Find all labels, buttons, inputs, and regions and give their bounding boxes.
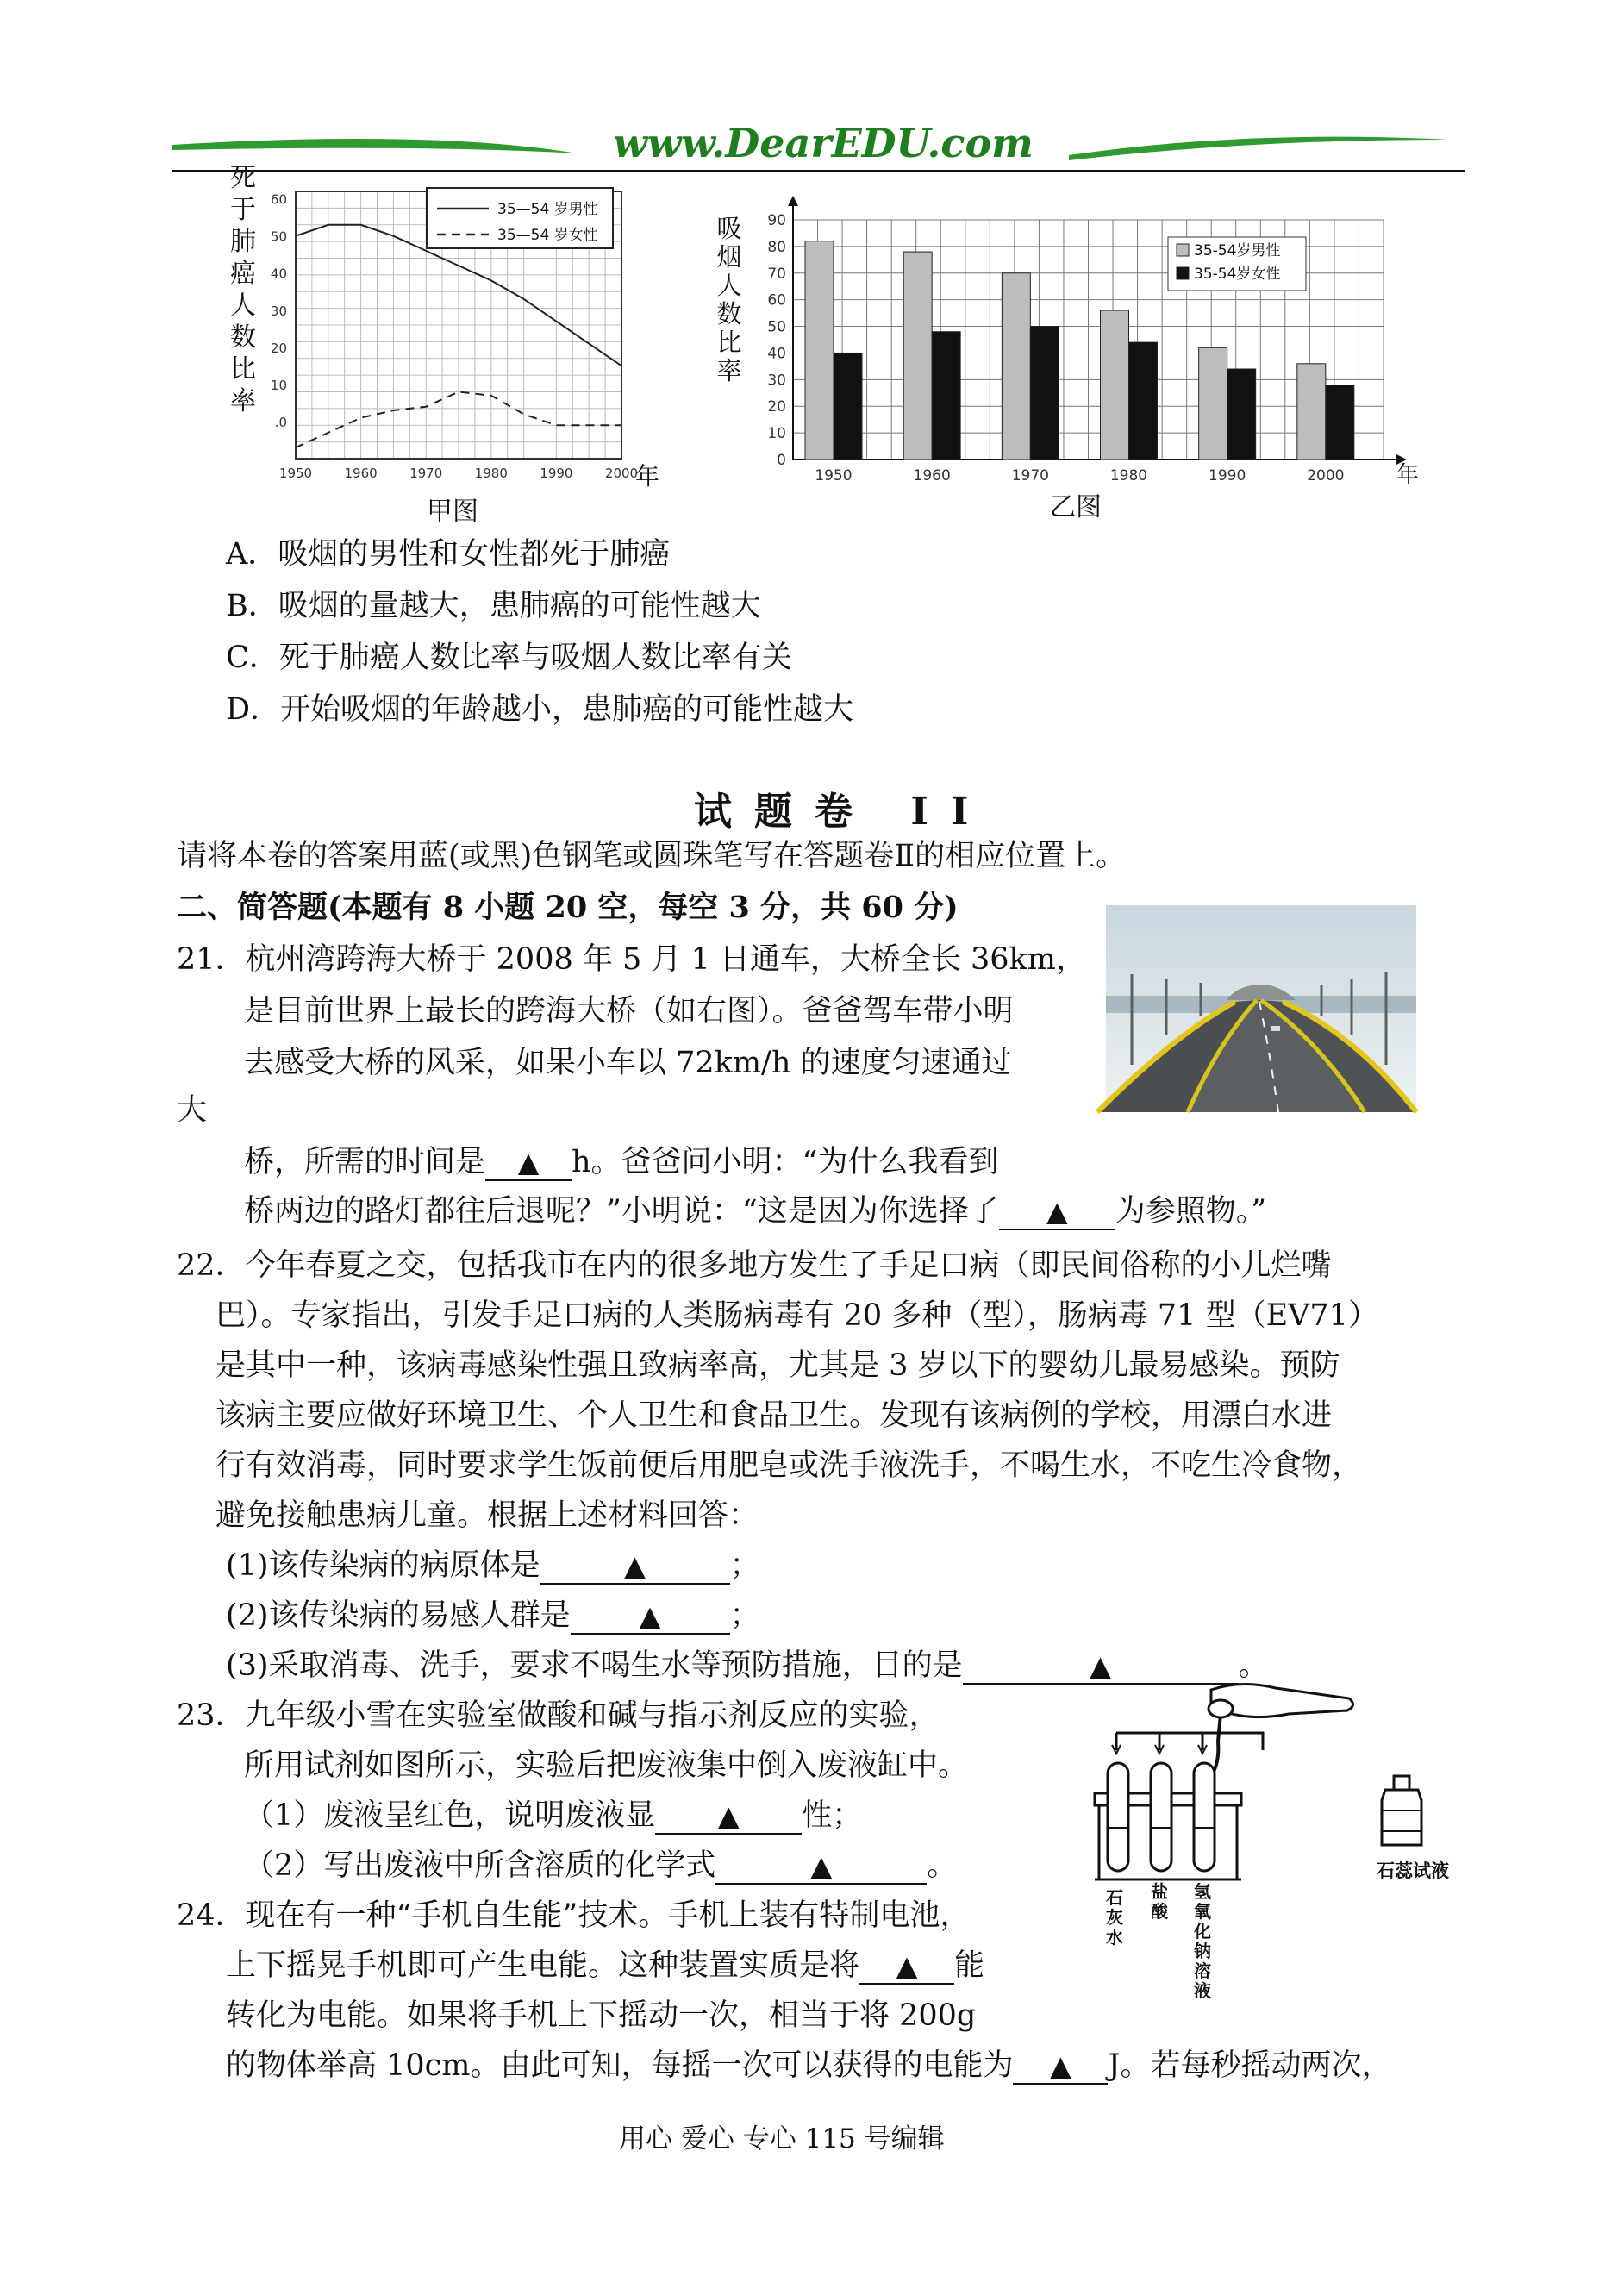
q22-line-5: 行有效消毒，同时要求学生饭前便后用肥皂或洗手液洗手，不喝生水，不吃生冷食物， — [215, 1448, 1363, 1483]
section-instruction: 请将本卷的答案用蓝(或黑)色钢笔或圆珠笔写在答题卷Ⅱ的相应位置上。 — [177, 839, 1127, 873]
yi-bar-0 — [1101, 310, 1129, 460]
q22-line-4: 该病主要应做好环境卫生、个人卫生和食品卫生。发现有该病例的学校，用漂白水进 — [215, 1398, 1333, 1433]
yi-y-label-2: 人 — [716, 271, 742, 300]
jia-y-label-6: 比 — [230, 354, 256, 385]
jia-x-tick: 1970 — [409, 466, 443, 481]
reagent-apparatus-figure — [1090, 1681, 1452, 2000]
yi-y-tick: 70 — [767, 265, 786, 283]
yi-x-tick: 1980 — [1109, 467, 1148, 485]
yi-x-tick: 1970 — [1011, 467, 1049, 485]
q24-line-4-end: J。若每秒摇动两次， — [1108, 2048, 1392, 2083]
q24-answer-blank-2: ▲ — [1013, 2048, 1108, 2085]
yi-x-unit: 年 — [1396, 462, 1420, 488]
q21-line-5-end: h。爸爸问小明：“为什么我看到 — [572, 1145, 999, 1179]
figure-jia — [220, 163, 703, 526]
q20-option-b: B．吸烟的量越大，患肺癌的可能性越大 — [226, 589, 761, 623]
q23-sub-1-end: 性； — [802, 1798, 863, 1833]
jia-y-tick: 30 — [270, 303, 287, 319]
jia-x-tick: 2000 — [604, 466, 639, 481]
q23-answer-blank-1: ▲ — [655, 1798, 802, 1835]
q22-answer-blank-1: ▲ — [540, 1548, 730, 1585]
yi-bar-1 — [932, 332, 960, 460]
yi-legend-swatch-1 — [1177, 267, 1189, 279]
yi-y-tick: 80 — [767, 238, 786, 256]
figure-yi — [707, 194, 1420, 509]
jia-y-tick: 10 — [270, 377, 287, 393]
q21-line-2: 是目前世界上最长的跨海大桥（如右图）。爸爸驾车带小明 — [244, 994, 1014, 1029]
q21-answer-blank-1: ▲ — [485, 1145, 572, 1181]
yi-x-tick: 1950 — [815, 467, 853, 485]
q21-line-6-end: 为参照物。” — [1115, 1194, 1267, 1229]
section-heading: 二、简答题(本题有 8 小题 20 空，每空 3 分，共 60 分) — [177, 890, 959, 925]
jia-y-tick: 60 — [270, 191, 287, 208]
jia-y-tick: .0 — [274, 414, 287, 430]
q22-sub-3-text: (3)采取消毒、洗手，要求不喝生水等预防措施，目的是 — [226, 1648, 963, 1683]
q22-sub-1-text: (1)该传染病的病原体是 — [226, 1548, 540, 1583]
yi-bar-0 — [903, 252, 932, 460]
jia-x-tick: 1960 — [344, 466, 378, 481]
site-name: www.DearEDU.com — [613, 120, 1034, 166]
bottle-label-litmus: 石蕊试液 — [1377, 1860, 1449, 1881]
yi-y-tick: 10 — [767, 425, 786, 443]
q24-line-2-end: 能 — [954, 1948, 985, 1983]
yi-x-tick: 2000 — [1307, 467, 1345, 485]
q21-line-1: 21．杭州湾跨海大桥于 2008 年 5 月 1 日通车，大桥全长 36km， — [177, 942, 1086, 977]
q23-sub-2-text: （2）写出废液中所含溶质的化学式 — [244, 1848, 716, 1883]
yi-y-tick: 40 — [767, 345, 786, 363]
yi-y-label-4: 比 — [716, 328, 742, 357]
logo-swoosh-right — [1069, 137, 1448, 160]
q21-line-3: 去感受大桥的风采，如果小车以 72km/h 的速度匀速通过 — [244, 1046, 1012, 1080]
yi-y-arrow — [788, 196, 798, 206]
yi-legend-label-0: 35-54岁男性 — [1194, 242, 1281, 260]
jia-x-tick: 1990 — [540, 466, 573, 481]
jia-y-label-5: 数 — [230, 322, 256, 353]
q22-answer-blank-3: ▲ — [963, 1648, 1239, 1685]
q22-line-1: 22．今年春夏之交，包括我市在内的很多地方发生了手足口病（即民间俗称的小儿烂嘴 — [177, 1248, 1332, 1283]
yi-bar-1 — [1129, 342, 1158, 460]
jia-y-label-4: 人 — [230, 291, 256, 321]
jia-y-label-2: 肺 — [230, 227, 256, 257]
q23-sub-1 — [244, 1796, 862, 1835]
yi-y-tick: 20 — [767, 398, 786, 416]
yi-legend-swatch-0 — [1177, 244, 1189, 256]
yi-x-tick: 1960 — [913, 467, 951, 485]
q24-line-2-text: 上下摇晃手机即可产生电能。这种装置实质是将 — [226, 1948, 860, 1983]
yi-y-tick: 90 — [767, 212, 786, 229]
yi-bar-0 — [1297, 364, 1326, 460]
chart-yi — [707, 194, 1420, 509]
jia-x-tick: 1980 — [474, 466, 508, 481]
q21-line-6-start: 桥两边的路灯都往后退呢？”小明说：“这是因为你选择了 — [244, 1194, 999, 1229]
jia-y-label-3: 癌 — [230, 259, 256, 289]
q21-answer-blank-2: ▲ — [999, 1194, 1115, 1230]
q20-option-d: D．开始吸烟的年龄越小，患肺癌的可能性越大 — [226, 692, 854, 727]
yi-x-tick: 1990 — [1209, 467, 1246, 485]
q20-option-c: C．死于肺癌人数比率与吸烟人数比率有关 — [226, 641, 792, 675]
q22-sub-2 — [226, 1596, 760, 1635]
q22-sub-2-text: (2)该传染病的易感人群是 — [226, 1598, 571, 1633]
tube-label-hydrochloric-acid: 盐酸 — [1151, 1881, 1168, 1922]
q21-line-5 — [244, 1142, 998, 1182]
jia-y-tick: 50 — [270, 228, 287, 245]
q24-line-2 — [226, 1946, 984, 1985]
jia-y-label-1: 于 — [230, 195, 256, 225]
q24-answer-blank-1: ▲ — [859, 1948, 954, 1985]
yi-y-tick: 30 — [767, 372, 786, 390]
jia-y-label-0: 死 — [230, 163, 256, 193]
yi-y-tick: 60 — [767, 291, 786, 310]
yi-y-label-0: 吸 — [716, 214, 742, 243]
yi-bar-0 — [805, 241, 834, 460]
jia-x-tick: 1950 — [278, 466, 313, 481]
yi-y-label-3: 数 — [716, 299, 742, 328]
yi-bar-1 — [1227, 369, 1256, 460]
yi-bar-0 — [1199, 347, 1227, 460]
bridge-photo — [1106, 905, 1416, 1112]
q22-sub-3-end: 。 — [1238, 1648, 1269, 1683]
q24-line-1: 24．现在有一种“手机自生能”技术。手机上装有特制电池， — [177, 1898, 971, 1933]
jia-x-unit: 年 — [634, 462, 660, 491]
q22-sub-1 — [226, 1546, 760, 1585]
tube-label-limewater: 石灰水 — [1106, 1887, 1123, 1948]
q23-answer-blank-2: ▲ — [715, 1848, 927, 1885]
yi-bar-1 — [834, 353, 862, 460]
yi-y-label-1: 烟 — [716, 242, 742, 272]
q23-line-1: 23．九年级小雪在实验室做酸和碱与指示剂反应的实验， — [177, 1698, 940, 1733]
yi-legend-label-1: 35-54岁女性 — [1194, 266, 1281, 283]
q23-line-2: 所用试剂如图所示，实验后把废液集中倒入废液缸中。 — [244, 1748, 969, 1783]
jia-y-tick: 40 — [270, 266, 287, 282]
q21-line-5-start: 桥，所需的时间是 — [244, 1145, 486, 1179]
q23-sub-2 — [244, 1846, 957, 1885]
q22-line-6: 避免接触患病儿童。根据上述材料回答： — [215, 1498, 759, 1533]
figure-yi-caption: 乙图 — [1050, 492, 1102, 522]
chart-jia — [220, 163, 703, 526]
jia-legend-label-1: 35—54 岁女性 — [497, 227, 598, 244]
section-title: 试题卷 II — [694, 790, 991, 834]
q22-sub-2-end: ； — [729, 1598, 760, 1633]
q23-sub-2-end: 。 — [927, 1848, 958, 1883]
page-footer: 用心 爱心 专心 115 号编辑 — [619, 2123, 945, 2154]
q21-line-6 — [244, 1191, 1266, 1231]
jia-y-tick: 20 — [270, 340, 287, 356]
yi-y-tick: 50 — [767, 318, 786, 336]
q22-line-3: 是其中一种，该病毒感染性强且致病率高，尤其是 3 岁以下的婴幼儿最易感染。预防 — [215, 1348, 1340, 1383]
jia-y-label-7: 率 — [230, 386, 256, 416]
q22-answer-blank-2: ▲ — [571, 1598, 730, 1635]
q24-line-4-text: 的物体举高 10cm。由此可知，每摇一次可以获得的电能为 — [226, 2048, 1014, 2083]
yi-y-tick: 0 — [777, 452, 786, 469]
q21-line-4: 大 — [177, 1093, 208, 1128]
q24-line-4 — [226, 2046, 1392, 2086]
q20-option-a: A．吸烟的男性和女性都死于肺癌 — [226, 537, 671, 572]
yi-bar-0 — [1002, 273, 1030, 460]
q23-sub-1-text: （1）废液呈红色，说明废液显 — [244, 1798, 656, 1833]
yi-bar-1 — [1030, 327, 1059, 460]
jia-legend-label-0: 35—54 岁男性 — [497, 201, 598, 218]
logo-swoosh-left — [172, 139, 578, 153]
tube-label-sodium-hydroxide: 氢氧化钠溶液 — [1194, 1881, 1211, 2001]
q22-line-2: 巴）。专家指出，引发手足口病的人类肠病毒有 20 多种（型），肠病毒 71 型（EV71） — [215, 1298, 1378, 1333]
q24-line-3: 转化为电能。如果将手机上下摇动一次，相当于将 200g — [226, 1998, 977, 2033]
figure-jia-caption: 甲图 — [427, 497, 478, 527]
yi-y-label-5: 率 — [716, 356, 742, 385]
q22-sub-1-end: ； — [729, 1548, 760, 1583]
yi-bar-1 — [1326, 385, 1354, 460]
q22-sub-3 — [226, 1646, 1269, 1685]
